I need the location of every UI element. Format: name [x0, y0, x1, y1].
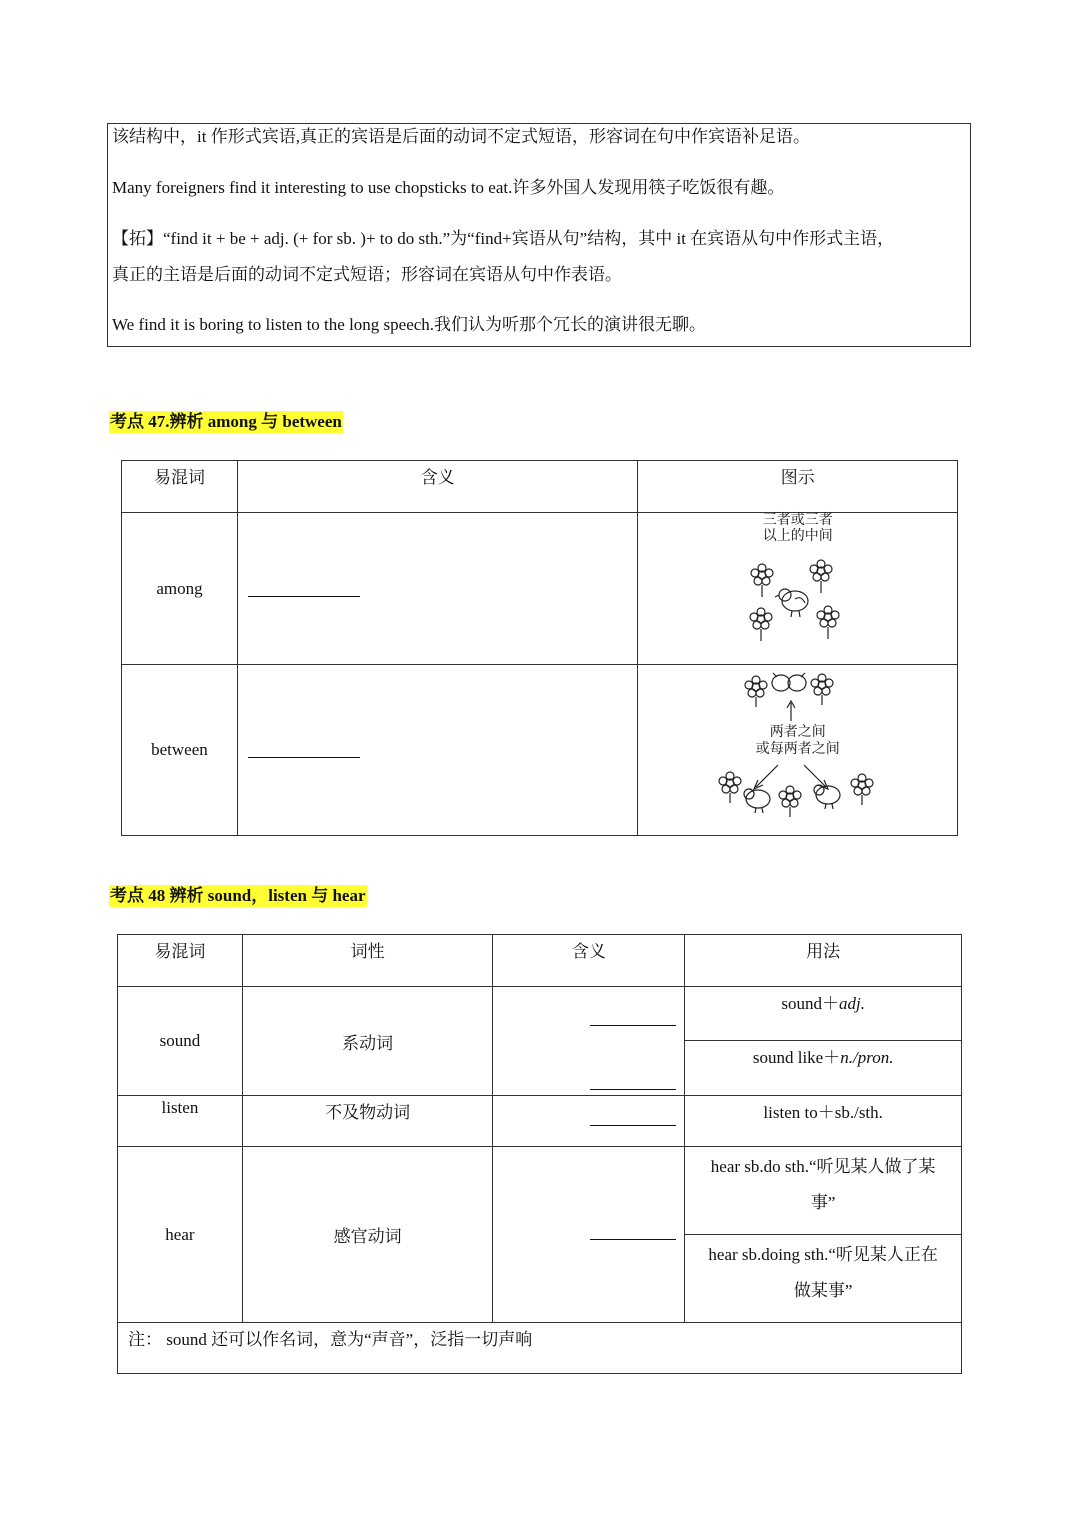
word-listen: listen [118, 1096, 243, 1147]
flower-icon [745, 676, 767, 707]
word-among: among [122, 513, 238, 665]
bird-icon [775, 589, 808, 617]
among-between-table [121, 460, 958, 836]
intro-line-1: 该结构中，it 作形式宾语,真正的宾语是后面的动词不定式短语，形容词在句中作宾语补足语。 [112, 127, 810, 146]
among-illustration [638, 513, 956, 663]
intro-line-2: Many foreigners find it interesting to use chopsticks to eat.许多外国人发现用筷子吃饭很有趣。 [112, 178, 785, 197]
blank-line [590, 1239, 676, 1240]
meaning-blank-hear [493, 1147, 685, 1323]
among-caption-1: 三者或三者 [762, 513, 833, 528]
flower-icon [811, 674, 833, 705]
header-pos: 词性 [242, 935, 493, 987]
blank-line [590, 1025, 676, 1026]
usage-italic: n./pron. [840, 1047, 894, 1067]
pos-sound: 系动词 [242, 987, 493, 1096]
blank-line [590, 1089, 676, 1090]
section-48-heading: 考点 48 辨析 sound，listen 与 hear [110, 886, 366, 905]
meaning-blank-between [237, 665, 638, 836]
word-hear: hear [118, 1147, 243, 1323]
intro-line-3: 【拓】“find it + be + adj. (+ for sb. )+ to do sth.”为“find+宾语从句”结构，其中 it 在宾语从句中作形式主语， [112, 229, 895, 248]
flower-icon [851, 774, 873, 805]
usage-sound-adj [685, 987, 962, 1041]
intro-line-4: 真正的主语是后面的动词不定式短语；形容词在宾语从句中作表语。 [112, 265, 622, 284]
sound-listen-hear-table [117, 934, 962, 1374]
diagram-between [638, 665, 958, 836]
flower-icon [719, 772, 741, 803]
header-meaning: 含义 [237, 461, 638, 513]
usage-listen: listen to＋sb./sth. [685, 1096, 962, 1147]
diagram-among [638, 513, 958, 665]
bird-icon [744, 789, 770, 813]
between-caption-2: 或每两者之间 [755, 742, 840, 757]
arrow-up-icon [787, 701, 795, 721]
flower-icon [750, 608, 772, 641]
among-caption-2: 以上的中间 [762, 529, 833, 544]
blank-line [248, 737, 360, 758]
usage-hear-do [685, 1147, 962, 1235]
intro-line-5: We find it is boring to listen to the long speech.我们认为听那个冗长的演讲很无聊。 [112, 315, 707, 334]
flower-icon [779, 786, 801, 817]
meaning-blank-listen [493, 1096, 685, 1147]
flower-icon [817, 606, 839, 639]
pos-listen: 不及物动词 [242, 1096, 493, 1147]
word-sound: sound [118, 987, 243, 1096]
blank-line [590, 1125, 676, 1126]
usage-italic: adj. [838, 994, 865, 1013]
flower-icon [810, 560, 832, 593]
bird-icon [772, 673, 806, 691]
usage-text: sound＋ [781, 994, 839, 1013]
usage-sound-like [685, 1040, 962, 1095]
usage-text: 事” [810, 1193, 836, 1212]
intro-box [107, 123, 971, 347]
header-word: 易混词 [122, 461, 238, 513]
usage-text: hear sb.doing sth.“听见某人正在 [708, 1245, 938, 1264]
word-between: between [122, 665, 238, 836]
header-meaning: 含义 [493, 935, 685, 987]
arrow-left-down-icon [754, 765, 778, 789]
between-caption-1: 两者之间 [769, 725, 826, 740]
header-usage: 用法 [685, 935, 962, 987]
usage-text: hear sb.do sth.“听见某人做了某 [710, 1157, 936, 1176]
pos-hear: 感官动词 [242, 1147, 493, 1323]
meaning-blanks-sound [493, 987, 685, 1096]
usage-text: 做某事” [793, 1281, 853, 1300]
section-47-heading: 考点 47.辨析 among 与 between [110, 412, 342, 431]
blank-line [248, 576, 360, 597]
note-row: 注： sound 还可以作名词，意为“声音”，泛指一切声响 [118, 1323, 962, 1374]
usage-hear-doing [685, 1235, 962, 1323]
usage-text: sound like＋ [752, 1047, 841, 1067]
meaning-blank-among [237, 513, 638, 665]
header-diagram: 图示 [638, 461, 958, 513]
header-word: 易混词 [118, 935, 243, 987]
flower-icon [751, 564, 773, 597]
